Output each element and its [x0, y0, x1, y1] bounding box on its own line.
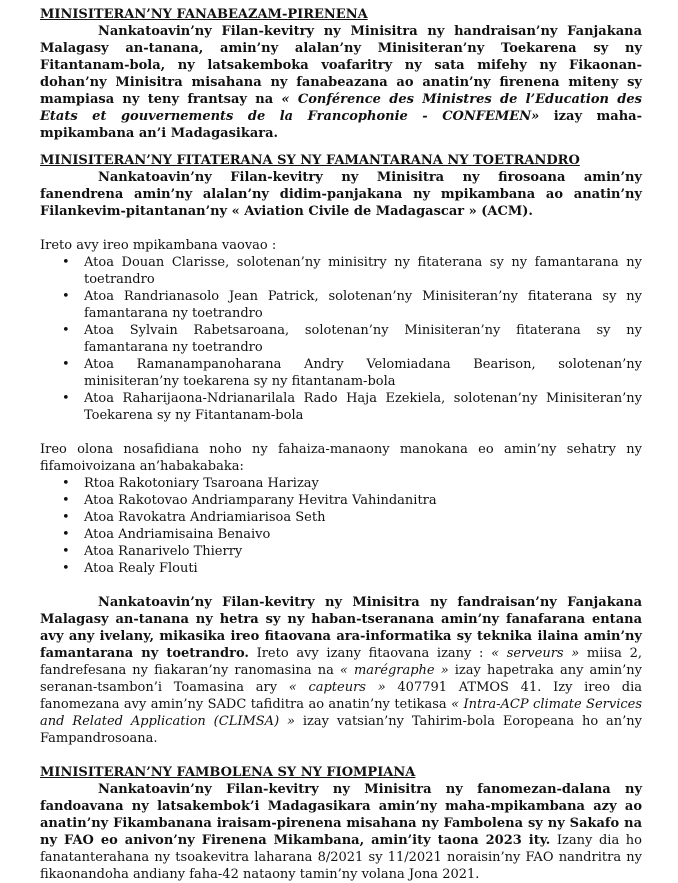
list-item: • Atoa Ravokatra Andriamiarisoa Seth — [84, 509, 642, 526]
list-item: • Atoa Sylvain Rabetsaroana, solotenan’ny Minisiteran’ny fitaterana sy ny famantarana ny toetrandro — [84, 322, 642, 356]
paragraph-italic-text: « serveurs » — [491, 646, 580, 661]
list-item: • Atoa Realy Flouti — [84, 560, 642, 577]
list-item: • Atoa Ranarivelo Thierry — [84, 543, 642, 560]
section-heading: MINISITERAN’NY FITATERANA SY NY FAMANTARANA NY TOETRANDRO — [40, 153, 580, 168]
decision-paragraph: Nankatoavin’ny Filan-kevitry ny Minisitra ny firosoana amin’ny fanendrena amin’ny alalan’ny didim-panjakana ny mpikambana ao anatin’ny Filankevim-pitantanan’ny « Aviation Civile de Madagascar » (ACM). — [40, 170, 642, 219]
paragraph-italic-text: « marégraphe » — [339, 663, 449, 678]
section-heading: MINISITERAN’NY FANABEAZAM-PIRENENA — [40, 7, 368, 22]
paragraph-text: miisa 2, fandrefesana ny fiakaran’ny ranomasina na — [40, 646, 642, 678]
section-education — [40, 6, 642, 142]
list-item: • Atoa Andriamisaina Benaivo — [84, 526, 642, 543]
section-agriculture — [40, 764, 642, 883]
paragraph-bold-text: Nankatoavin’ny Filan-kevitry ny Minisitra ny fandraisan’ny Fanjakana Malagasy an-tanana ny hetra sy ny haban-tseranana amin’ny fanafarana entana avy any ivelany, mikasika ireo fitaovana ara-informatika sy teknika ilaina amin’ny famantarana ny toetrandro. — [40, 595, 642, 661]
paragraph-text: Ireto avy izany fitaovana izany : — [248, 646, 492, 661]
paragraph-italic-text: « capteurs » — [288, 680, 386, 695]
decision-paragraph — [40, 781, 642, 883]
paragraph-italic-text: « Intra-ACP climate Services and Related Application (CLIMSA) » — [40, 697, 643, 729]
list-item: • Rtoa Rakotoniary Tsaroana Harizay — [84, 475, 642, 492]
list-item: • Atoa Rakotovao Andriamparany Hevitra Vahindanitra — [84, 492, 642, 509]
list-item: • Atoa Ramanampanoharana Andry Velomiadana Bearison, solotenan’ny minisiteran’ny toekarena sy ny fitantanam-bola — [84, 356, 642, 390]
paragraph-bold-text: Nankatoavin’ny Filan-kevitry ny Minisitra ny handraisan’ny Fanjakana Malagasy an-tanana, amin’ny alalan’ny Minisiteran’ny Toekarena sy ny Fitantanam-bola, ny latsakemboka voafaritry ny sata mifehy ny Fikaonan-dohan’ny Minisitra misahana ny fanabeazana ao anatin’ny firenena miteny sy mampiasa ny teny frantsay na — [40, 24, 642, 107]
paragraph-text: 407791 ATMOS 41. Izy ireo dia fanomezana avy amin’ny SADC tafiditra ao anatin’ny tetikasa — [40, 680, 642, 712]
list-item: • Atoa Randrianasolo Jean Patrick, solotenan’ny Minisiteran’ny fitaterana sy ny famantarana ny toetrandro — [84, 288, 642, 322]
section-transport — [40, 152, 642, 747]
decision-paragraph — [40, 23, 642, 142]
list-item: • Atoa Raharijaona-Ndrianarilala Rado Haja Ezekiela, solotenan’ny Minisiteran’ny Toekarena sy ny Fitantanam-bola — [84, 390, 642, 424]
section-heading: MINISITERAN’NY FAMBOLENA SY NY FIOMPIANA — [40, 765, 416, 780]
officials-list — [40, 475, 642, 577]
members-intro: Ireto avy ireo mpikambana vaovao : — [40, 238, 277, 253]
paragraph-italic-text: « Conférence des Ministres de l’Education des Etats et gouvernements de la Francophonie - CONFEMEN» — [40, 92, 642, 124]
paragraph-text: izay hapetraka any amin’ny seranan-tsambon’i Toamasina ary — [40, 663, 642, 695]
paragraph-text: izay vatsian’ny Tahirim-bola Eoropeana ho an’ny Fampandrosoana. — [40, 714, 642, 746]
equipment-paragraph — [40, 594, 642, 747]
paragraph-text: Izany dia ho fanatanterahana ny tsoakevitra laharana 8/2021 sy 11/2021 noraisin’ny FAO nandritra ny fikaonandoha andiany faha-42 nataony tamin’ny volana Jona 2021. — [40, 833, 642, 882]
list-item: • Atoa Douan Clarisse, solotenan’ny minisitry ny fitaterana sy ny famantarana ny toetrandro — [84, 254, 642, 288]
members-list — [40, 254, 642, 424]
paragraph-bold-text: Nankatoavin’ny Filan-kevitry ny Minisitra ny fanomezan-dalana ny fandoavana ny latsakembok’i Madagasikara amin’ny maha-mpikambana azy ao anatin’ny Fikambanana iraisam-pirenena misahana ny Fambolena sy ny Sakafo na ny FAO eo anivon’ny Firenena Mikambana, amin’ity taona 2023 ity. — [40, 782, 642, 848]
paragraph-bold-tail: izay maha-mpikambana an’i Madagasikara. — [40, 109, 642, 141]
officials-intro: Ireo olona nosafidiana noho ny fahaiza-manaony manokana eo amin’ny sehatry ny fifamoivoizana an’habakabaka: — [40, 442, 642, 474]
